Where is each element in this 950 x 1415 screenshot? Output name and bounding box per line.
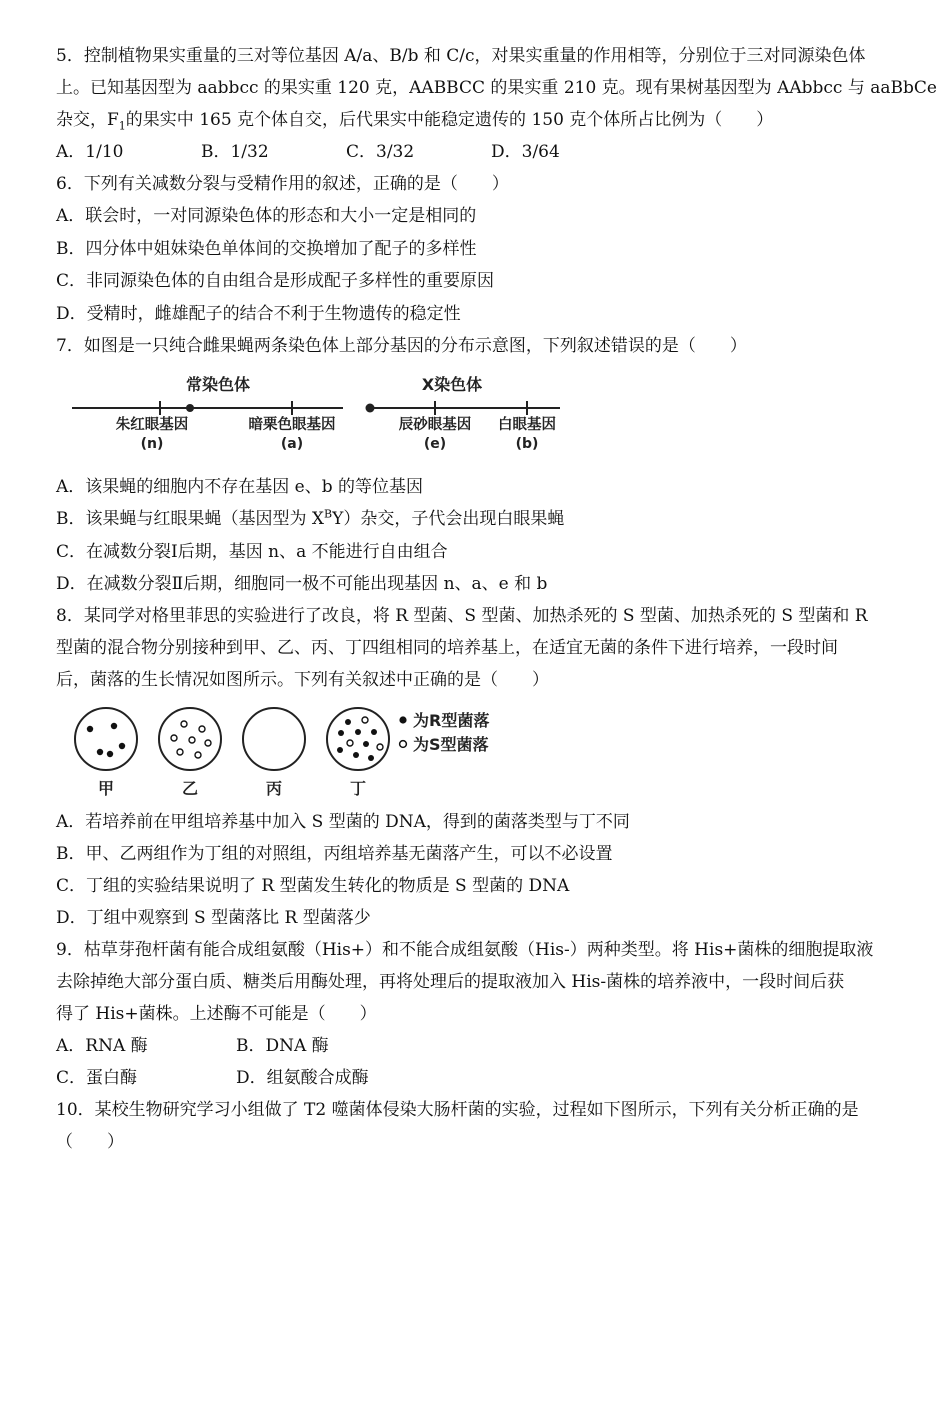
s-colony xyxy=(205,740,211,746)
gene-e-symbol: (e) xyxy=(423,436,447,452)
q6-option-c[interactable]: C．非同源染色体的自由组合是形成配子多样性的重要原因 xyxy=(56,271,495,291)
q9-options-row-2 xyxy=(56,1067,901,1089)
gene-a-symbol: (a) xyxy=(280,436,304,452)
q5-line3-b: 的果实中 165 克个体自交，后代果实中能稳定遗传的 150 克个体所占比例为（ ） xyxy=(125,110,774,130)
q6-option-b[interactable]: B．四分体中姐妹染色单体间的交换增加了配子的多样性 xyxy=(56,239,477,259)
q8-option-d[interactable]: D．丁组中观察到 S 型菌落比 R 型菌落少 xyxy=(56,908,371,928)
q7-option-a[interactable]: A．该果蝇的细胞内不存在基因 e、b 的等位基因 xyxy=(56,477,424,497)
s-colony xyxy=(362,717,368,723)
q5-stem-line-1: 5．控制植物果实重量的三对等位基因 A/a、B/b 和 C/c，对果实重量的作用相等，分别位于三对同源染色体 xyxy=(56,46,866,66)
plate-label-ding: 丁 xyxy=(349,779,367,798)
q7-stem: 7．如图是一只纯合雌果蝇两条染色体上部分基因的分布示意图，下列叙述错误的是（ ） xyxy=(56,336,747,356)
legend-r-marker xyxy=(399,716,406,723)
r-colony xyxy=(371,729,377,735)
q9-option-a[interactable]: A．RNA 酶 xyxy=(56,1036,148,1056)
plate-yi xyxy=(159,708,221,770)
q7-option-b-part1: B．该果蝇与红眼果蝇（基因型为 X xyxy=(56,509,324,529)
q8-option-a[interactable]: A．若培养前在甲组培养基中加入 S 型菌的 DNA，得到的菌落类型与丁不同 xyxy=(56,812,630,832)
q10-stem-line-1: 10．某校生物研究学习小组做了 T2 噬菌体侵染大肠杆菌的实验，过程如下图所示，下列有关分析正确的是 xyxy=(56,1100,859,1120)
q7-option-b-part2: Y）杂交，子代会出现白眼果蝇 xyxy=(332,509,565,529)
legend-s-label: 为S型菌落 xyxy=(413,735,489,754)
s-colony xyxy=(199,726,205,732)
r-colony xyxy=(338,730,344,736)
q9-option-d[interactable]: D．组氨酸合成酶 xyxy=(236,1068,369,1088)
q5-option-c[interactable]: C．3/32 xyxy=(346,142,415,162)
r-colony xyxy=(345,719,351,725)
q5-stem-line-2: 上。已知基因型为 aabbcc 的果实重 120 克，AABBCC 的果实重 210 克。现有果树基因型为 AAbbcc 与 aaBbCe xyxy=(56,78,937,98)
q5-option-b[interactable]: B．1/32 xyxy=(201,142,269,162)
autosome-centromere xyxy=(186,404,194,412)
plate-ding xyxy=(327,708,389,770)
q9-stem-line-1: 9．枯草芽孢杆菌有能合成组氨酸（His+）和不能合成组氨酸（His-）两种类型。将 His+菌株的细胞提取液 xyxy=(56,940,874,960)
gene-b-symbol: (b) xyxy=(515,436,539,452)
q7-option-b-sup: B xyxy=(324,507,333,521)
q8-stem-line-1: 8．某同学对格里菲思的实验进行了改良，将 R 型菌、S 型菌、加热杀死的 S 型菌、加热杀死的 S 型菌和 R xyxy=(56,606,868,626)
s-colony xyxy=(171,735,177,741)
petri-dish-figure xyxy=(62,702,522,802)
legend-s-marker xyxy=(400,741,407,748)
q6-stem: 6．下列有关减数分裂与受精作用的叙述，正确的是（ ） xyxy=(56,174,509,194)
q9-option-c[interactable]: C．蛋白酶 xyxy=(56,1068,138,1088)
r-colony xyxy=(368,755,374,761)
x-chromosome-title: X染色体 xyxy=(421,375,483,394)
r-colony xyxy=(97,749,103,755)
gene-a-label: 暗栗色眼基因 xyxy=(248,417,336,433)
autosome-title: 常染色体 xyxy=(185,375,251,394)
gene-n-label: 朱红眼基因 xyxy=(115,417,189,433)
x-centromere xyxy=(366,404,375,413)
plate-label-jia: 甲 xyxy=(97,779,115,798)
q7-option-b[interactable] xyxy=(56,508,901,530)
plate-label-bing: 丙 xyxy=(265,779,283,798)
gene-n-symbol: (n) xyxy=(140,436,164,452)
q9-option-b[interactable]: B．DNA 酶 xyxy=(236,1036,329,1056)
r-colony xyxy=(87,726,93,732)
s-colony xyxy=(177,749,183,755)
gene-b-label: 白眼基因 xyxy=(498,417,556,433)
q8-option-b[interactable]: B．甲、乙两组作为丁组的对照组，丙组培养基无菌落产生，可以不必设置 xyxy=(56,844,613,864)
r-colony xyxy=(355,729,361,735)
q5-stem-line-3 xyxy=(56,109,901,131)
s-colony xyxy=(189,737,195,743)
q5-option-a[interactable]: A．1/10 xyxy=(56,142,124,162)
q7-option-d[interactable]: D．在减数分裂Ⅱ后期，细胞同一极不可能出现基因 n、a、e 和 b xyxy=(56,574,548,594)
q9-options-row-1 xyxy=(56,1035,901,1057)
q6-option-d[interactable]: D．受精时，雌雄配子的结合不利于生物遗传的稳定性 xyxy=(56,304,461,324)
s-colony xyxy=(195,752,201,758)
q10-stem-line-2: （ ） xyxy=(56,1132,124,1152)
r-colony xyxy=(337,747,343,753)
chromosome-diagram xyxy=(60,368,580,460)
legend-r-label: 为R型菌落 xyxy=(413,711,490,730)
q9-stem-line-3: 得了 His+菌株。上述酶不可能是（ ） xyxy=(56,1004,377,1024)
q5-line3-a: 杂交，F xyxy=(56,110,119,130)
r-colony xyxy=(363,741,369,747)
r-colony xyxy=(111,723,117,729)
r-colony xyxy=(119,743,125,749)
q6-option-a[interactable]: A．联会时，一对同源染色体的形态和大小一定是相同的 xyxy=(56,206,477,226)
q8-stem-line-2: 型菌的混合物分别接种到甲、乙、丙、丁四组相同的培养基上，在适宜无菌的条件下进行培养，一段时间 xyxy=(56,638,838,658)
s-colony xyxy=(377,744,383,750)
q8-stem-line-3: 后，菌落的生长情况如图所示。下列有关叙述中正确的是（ ） xyxy=(56,670,549,690)
plate-bing xyxy=(243,708,305,770)
q7-option-c[interactable]: C．在减数分裂Ⅰ后期，基因 n、a 不能进行自由组合 xyxy=(56,542,448,562)
q5-line3-sub: 1 xyxy=(118,119,126,133)
q5-options xyxy=(56,141,901,163)
q5-option-d[interactable]: D．3/64 xyxy=(491,142,560,162)
gene-e-label: 辰砂眼基因 xyxy=(398,417,472,433)
r-colony xyxy=(353,752,359,758)
s-colony xyxy=(181,721,187,727)
q9-stem-line-2: 去除掉绝大部分蛋白质、糖类后用酶处理，再将处理后的提取液加入 His-菌株的培养液中，一段时间后获 xyxy=(56,972,845,992)
plate-jia xyxy=(75,708,137,770)
r-colony xyxy=(107,751,113,757)
q8-option-c[interactable]: C．丁组的实验结果说明了 R 型菌发生转化的物质是 S 型菌的 DNA xyxy=(56,876,570,896)
s-colony xyxy=(347,740,353,746)
plate-label-yi: 乙 xyxy=(181,779,199,798)
